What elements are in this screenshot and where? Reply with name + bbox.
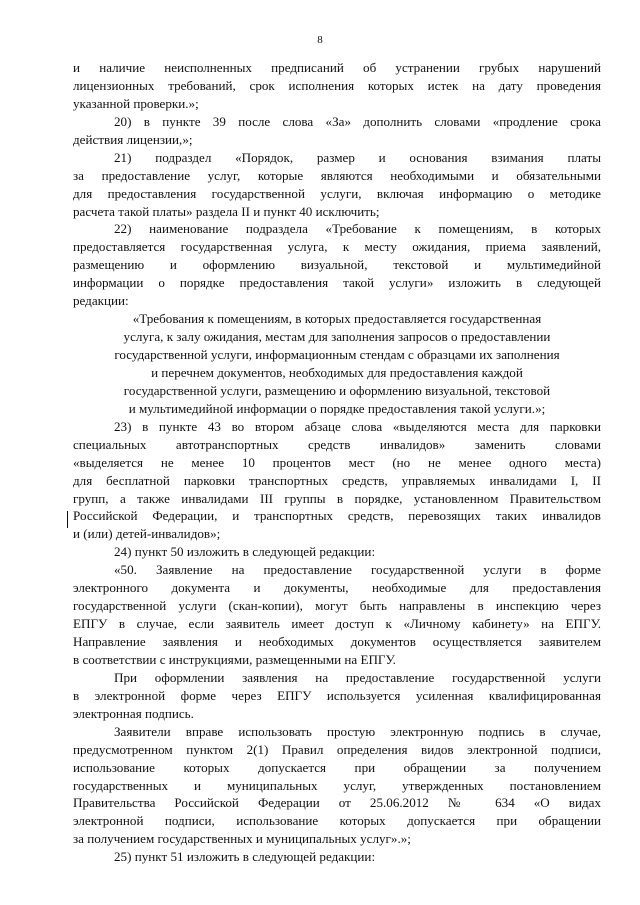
- text-line: в соответствии с инструкциями, размещенными на ЕПГУ.: [73, 651, 396, 667]
- text-line: государственной услуги, информационным стендам с образцами их заполнения: [114, 347, 560, 362]
- text-line: за предоставление услуг, которые являются необходимыми и обязательными: [73, 167, 601, 183]
- text-line: групп, а также инвалидами III группы в порядке, установленном Правительством: [73, 490, 601, 506]
- text-line: услуга, к залу ожидания, местам для заполнения запросов о предоставлении: [123, 329, 551, 345]
- text-line: электронного документа и документы, необходимые для предоставления: [73, 580, 601, 596]
- text-line: Заявители вправе использовать простую электронную подпись в случае,: [114, 723, 601, 739]
- text-line: 20) в пункте 39 после слова «За» дополнить словами «продление срока: [114, 113, 601, 129]
- text-line: и перечнем документов, необходимых для предоставления каждой: [151, 364, 523, 380]
- page-number: 8: [317, 34, 323, 46]
- text-line: «Требования к помещениям, в которых предоставляется государственная: [132, 311, 542, 327]
- text-line: действия лицензии,»;: [73, 131, 193, 147]
- text-line: и (или) детей-инвалидов»;: [73, 526, 221, 542]
- text-line: и наличие неисполненных предписаний об устранении грубых нарушений: [73, 60, 601, 75]
- revision-bar: [67, 511, 68, 528]
- text-line: указанной проверки.»;: [73, 95, 199, 111]
- document-body: [73, 59, 601, 866]
- text-line: «50. Заявление на предоставление государственной услуги в форме: [114, 562, 601, 578]
- text-line: информации о порядке предоставления такой услуги» изложить в следующей: [73, 275, 601, 291]
- text-line: специальных автотранспортных средств инвалидов» заменить словами: [73, 436, 601, 452]
- text-line: 23) в пункте 43 во втором абзаце слова «выделяются места для парковки: [114, 418, 601, 434]
- text-line: Российской Федерации, и транспортных средств, перевозящих таких инвалидов: [73, 508, 601, 524]
- text-line: государственных и муниципальных услуг, утвержденных постановлением: [73, 777, 601, 793]
- text-line: предоставляется государственная услуга, к месту ожидания, приема заявлений,: [73, 239, 601, 255]
- text-line: «выделяется не менее 10 процентов мест (но не менее одного места): [73, 454, 601, 470]
- text-line: электронной подписи, использование которых допускается при обращении: [73, 813, 601, 829]
- text-line: предусмотренном пунктом 2(1) Правил определения видов электронной подписи,: [73, 741, 601, 757]
- text-line: для бесплатной парковки транспортных средств, управляемых инвалидами I, II: [73, 472, 601, 488]
- text-line: электронная подпись.: [73, 705, 194, 721]
- text-line: ЕПГУ в случае, если заявитель имеет доступ к «Личному кабинету» на ЕПГУ.: [73, 616, 601, 632]
- text-line: в электронной форме через ЕПГУ используется усиленная квалифицированная: [73, 687, 601, 703]
- text-line: 21) подраздел «Порядок, размер и основания взимания платы: [114, 149, 601, 165]
- text-line: расчета такой платы» раздела II и пункт 40 исключить;: [73, 203, 380, 219]
- text-line: государственной услуги (скан-копии), могут быть направлены в инспекцию через: [73, 598, 601, 614]
- text-line: 24) пункт 50 изложить в следующей редакции:: [114, 544, 376, 560]
- text-line: Правительства Российской Федерации от 25.06.2012 № 634 «О видах: [73, 795, 601, 811]
- text-line: и мультимедийной информации о порядке предоставления такой услуги.»;: [128, 400, 546, 416]
- text-line: лицензионных требований, срок исполнения которых истек на дату проведения: [73, 77, 601, 93]
- text-line: государственной услуги, размещению и оформлению визуальной, текстовой: [123, 382, 551, 398]
- text-line: для предоставления государственной услуги, включая информацию о методике: [73, 185, 601, 201]
- text-line: за получением государственных и муниципальных услуг».»;: [73, 831, 411, 847]
- text-line: 25) пункт 51 изложить в следующей редакции:: [114, 849, 376, 865]
- text-line: 22) наименование подраздела «Требование к помещениям, в которых: [114, 221, 601, 237]
- text-line: Направление заявления и необходимых документов осуществляется заявителем: [73, 634, 601, 649]
- text-line: размещению и оформлению визуальной, текстовой и мультимедийной: [73, 257, 601, 273]
- text-line: При оформлении заявления на предоставление государственной услуги: [114, 669, 601, 685]
- text-line: использование которых допускается при обращении за получением: [73, 759, 601, 775]
- text-line: редакции:: [73, 293, 129, 309]
